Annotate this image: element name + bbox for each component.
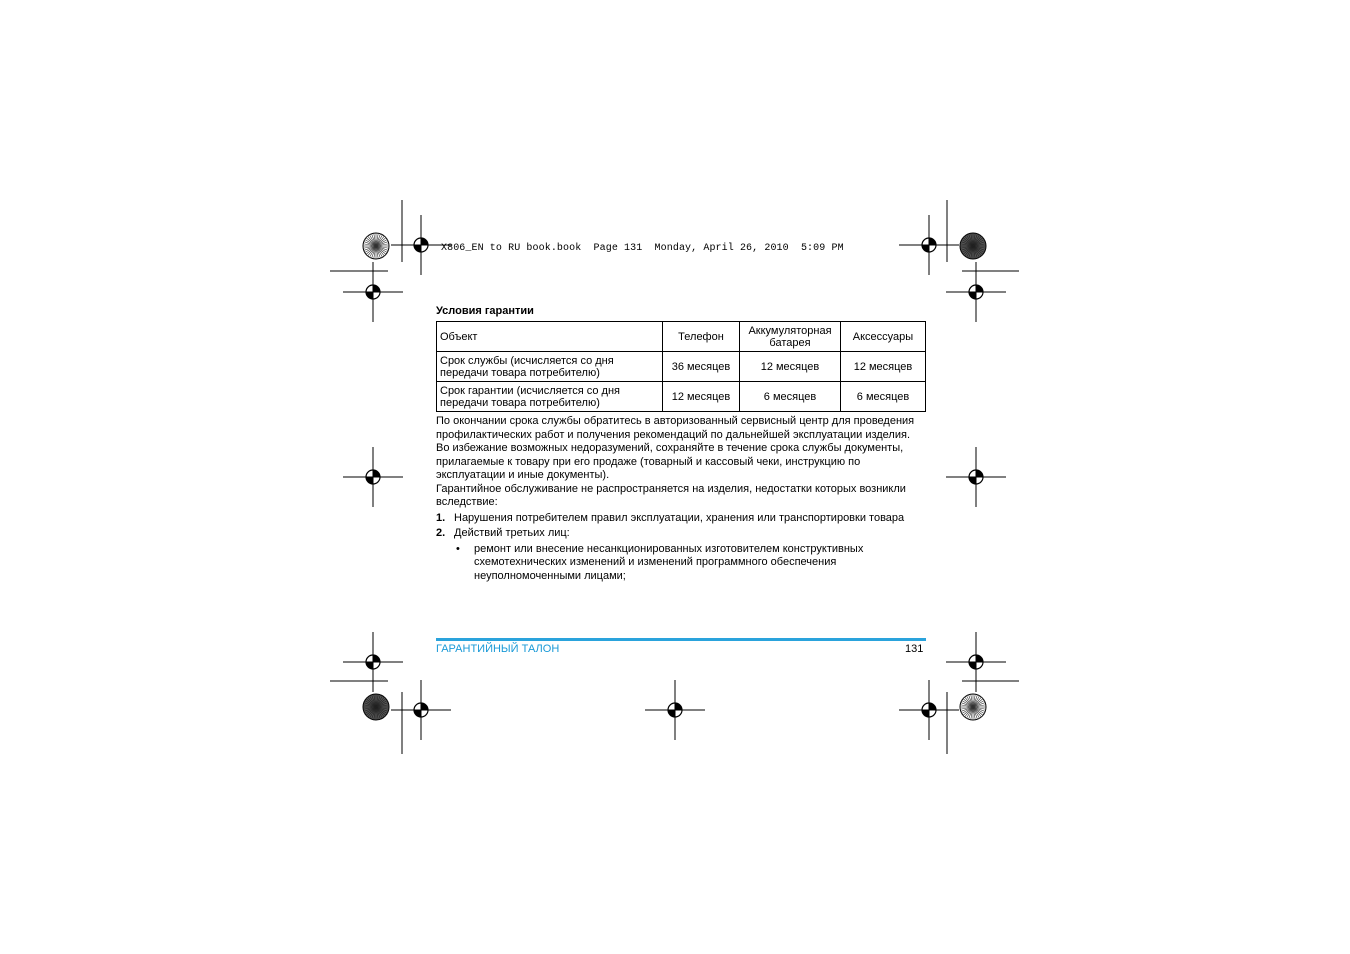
table-cell: 36 месяцев (663, 352, 740, 382)
table-header-cell: Аксессуары (841, 322, 926, 352)
table-cell: 12 месяцев (740, 352, 841, 382)
paragraph: Гарантийное обслуживание не распространяется на изделия, недостатки которых возникли вследствие: (436, 482, 906, 508)
list-number: 1. (436, 511, 446, 524)
footer-section-label: ГАРАНТИЙНЫЙ ТАЛОН (436, 643, 560, 655)
bullet-item (436, 543, 928, 584)
list-item (436, 527, 928, 541)
table-header-cell: Объект (437, 322, 663, 352)
table-row (437, 382, 926, 412)
list-number: 2. (436, 527, 446, 539)
table-header-cell (740, 322, 841, 352)
paragraph: Во избежание возможных недоразумений, сохраняйте в течение срока службы документы, прилагаемые к товару при его продаже (товарный и кассовый чеки, инструкцию по эксплуатации и иные документы). (436, 442, 904, 481)
body-text (436, 415, 928, 583)
table-cell: Срок службы (исчисляется со дня передачи товара потребителю) (437, 352, 663, 382)
bullet-text: ремонт или внесение несанкционированных изготовителем конструктивных схемотехнических изменений и изменений программного обеспечения неуполномоченными лицами; (474, 542, 864, 582)
print-header: X806_EN to RU book.book Page 131 Monday, April 26, 2010 5:09 PM (441, 243, 844, 254)
table-cell: 12 месяцев (841, 352, 926, 382)
paragraph: По окончании срока службы обратитесь в авторизованный сервисный центр для проведения профилактических работ и получения рекомендаций по дальнейшей эксплуатации изделия. (436, 415, 915, 441)
bullet-icon: • (456, 542, 460, 555)
table-cell: 6 месяцев (740, 382, 841, 412)
table-row (437, 352, 926, 382)
battery-header-text: Аккумуляторная батарея (748, 324, 832, 349)
list-item (436, 512, 928, 526)
table-header-cell: Телефон (663, 322, 740, 352)
table-cell: 6 месяцев (841, 382, 926, 412)
warranty-table (436, 321, 926, 412)
list-text: Нарушения потребителем правил эксплуатации, хранения или транспортировки товара (454, 511, 905, 524)
page-number: 131 (905, 643, 924, 655)
table-cell: Срок гарантии (исчисляется со дня передачи товара потребителю) (437, 382, 663, 412)
footer-rule (436, 638, 926, 641)
table-cell: 12 месяцев (663, 382, 740, 412)
list-text: Действий третьих лиц: (454, 527, 570, 539)
table-header-row (437, 322, 926, 352)
section-title: Условия гарантии (436, 305, 534, 317)
